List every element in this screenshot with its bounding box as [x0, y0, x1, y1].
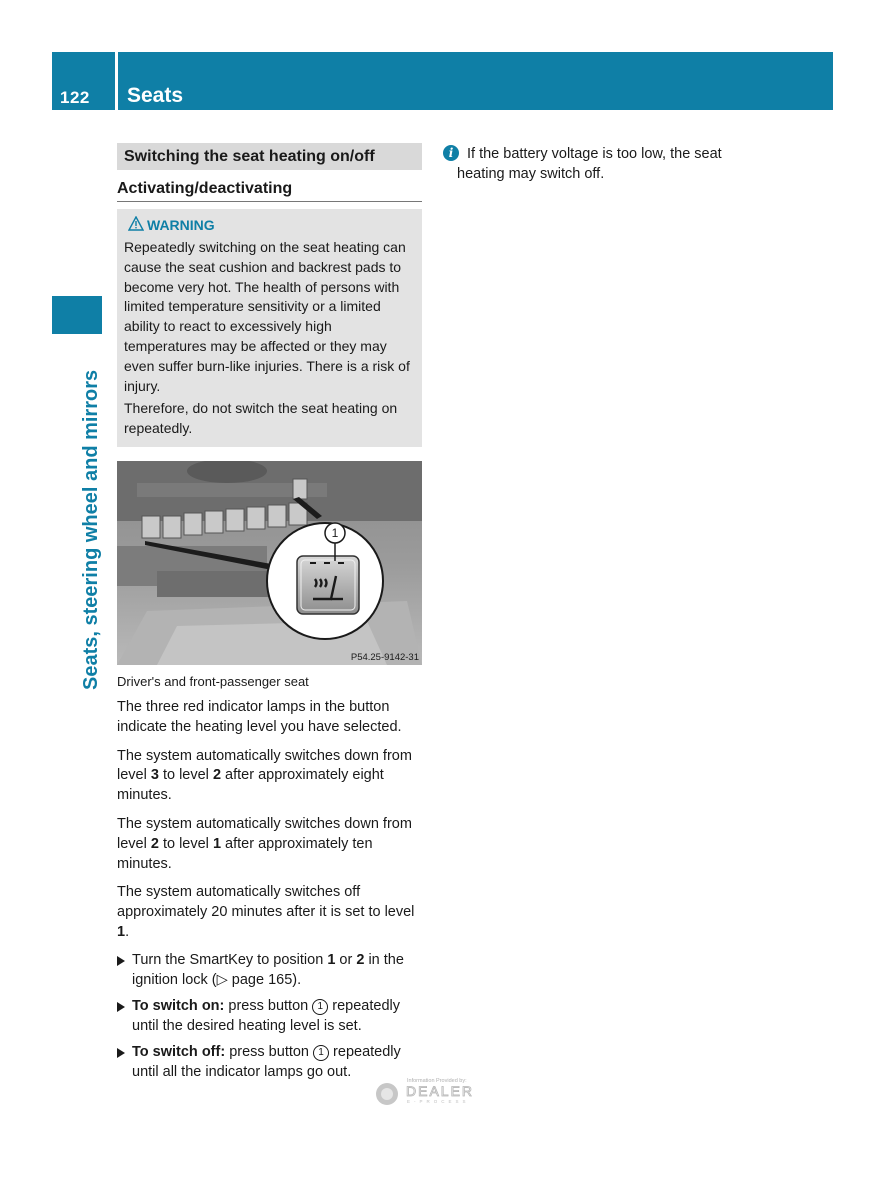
- warning-paragraph-1: Repeatedly switching on the seat heating can cause the seat cushion and backrest pads to become very hot. The health of persons with limited temperature sensitivity or a limited ability to react to excessively high temperatures may be affected or they may even suffer burn-like injuries. There is a risk of injury.: [124, 239, 410, 394]
- page-number: 122: [60, 88, 90, 107]
- paragraph-level-2-to-1: The system automatically switches down from level 2 to level 1 after approximately ten minutes.: [117, 815, 412, 872]
- figure-code: P54.25-9142-31: [350, 651, 419, 663]
- callout-1-icon: 1: [313, 1045, 329, 1061]
- dealer-watermark-logo: [374, 1074, 504, 1108]
- warning-title: [124, 215, 415, 235]
- warning-paragraph-2: Therefore, do not switch the seat heating on repeatedly.: [124, 400, 398, 437]
- info-icon: i: [443, 145, 459, 161]
- callout-1-icon: 1: [312, 999, 328, 1015]
- paragraph-auto-off: The system automatically switches off approximately 20 minutes after it is set to level 1.: [117, 884, 415, 940]
- left-column: [117, 143, 422, 1083]
- svg-text:Information Provided by:: Information Provided by:: [407, 1078, 467, 1084]
- step-switch-on: To switch on: press button 1 repeatedly until the desired heating level is set.: [117, 996, 422, 1037]
- paragraph-indicator-lamps: The three red indicator lamps in the button indicate the heating level you have selected.: [117, 698, 402, 735]
- figure-caption: Driver's and front-passenger seat: [117, 673, 309, 689]
- paragraph-level-3-to-2: The system automatically switches down from level 3 to level 2 after approximately eight minutes.: [117, 747, 412, 804]
- info-line-1: If the battery voltage is too low, the seat: [467, 146, 722, 162]
- side-tab-label: Seats, steering wheel and mirrors: [80, 369, 102, 690]
- step-switch-off: To switch off: press button 1 repeatedly until all the indicator lamps go out.: [117, 1042, 422, 1083]
- section-title: Seats: [127, 84, 184, 107]
- figure-callout-number: 1: [331, 525, 339, 540]
- header-separator: [115, 52, 118, 110]
- subheading: Activating/deactivating: [117, 180, 422, 202]
- step-arrow-icon: [117, 1048, 125, 1058]
- seat-heating-button-figure: [117, 461, 422, 665]
- step-arrow-icon: [117, 956, 125, 966]
- svg-text:E-PROCESS: E-PROCESS: [407, 1099, 470, 1104]
- figure-illustration: [117, 461, 422, 665]
- step-turn-smartkey: Turn the SmartKey to position 1 or 2 in the ignition lock (▷ page 165).: [117, 950, 422, 991]
- info-line-2: heating may switch off.: [457, 166, 605, 182]
- right-column: [443, 144, 773, 184]
- warning-triangle-icon: [128, 216, 144, 231]
- info-note: [443, 144, 773, 184]
- side-tab-marker: [52, 296, 102, 334]
- warning-box: [117, 209, 422, 447]
- step-arrow-icon: [117, 1002, 125, 1012]
- warning-title-text: WARNING: [147, 217, 215, 233]
- topic-heading: Switching the seat heating on/off: [117, 143, 422, 170]
- svg-text:DEALER: DEALER: [406, 1083, 475, 1099]
